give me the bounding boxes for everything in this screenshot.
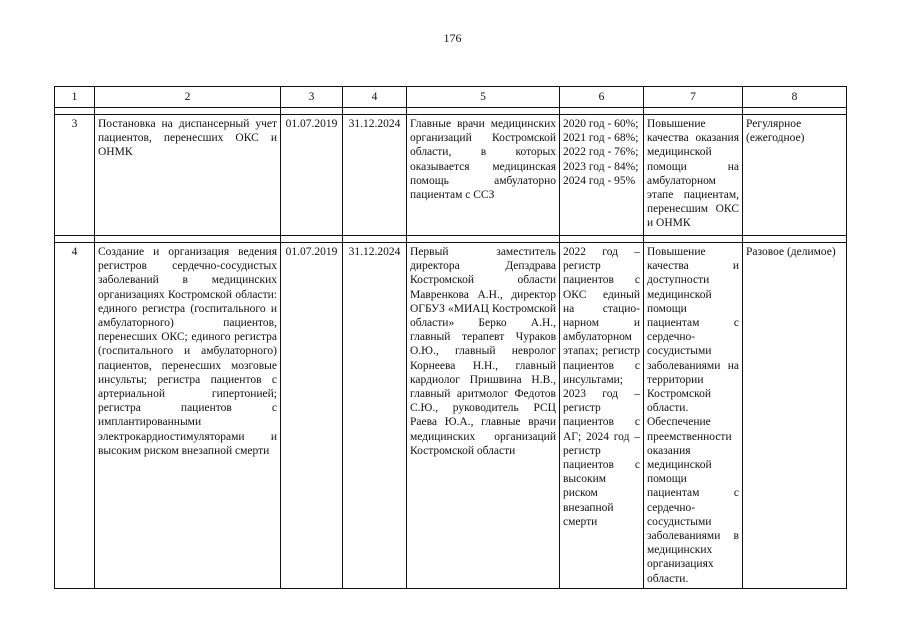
result-cell: Повышение качества и доступности медицинской помощи пациентам с сердечно-сосудистыми заболеваниями на территории Костромской области. Обеспечение преемственности оказания медицинской помощи пациентам с сердечно-сосудистыми заболеваниями в медицинских организациях области.: [644, 243, 743, 589]
table-header-row: [55, 87, 847, 108]
frequency-cell: Разовое (делимое): [743, 243, 847, 589]
result-cell: Повышение качества оказания медицинской помощи на амбулаторном этапе пациентам, перенесшим ОКС и ОНМК: [644, 115, 743, 236]
column-header: 6: [560, 87, 644, 108]
measure-cell: Создание и организация ведения регистров сердечно-сосудистых заболеваний в медицинских организациях Костромской области: единого регистра (госпитального и амбулаторного) пациентов, перенесших ОКС; единого регистра (госпитального и амбулаторного) пациентов, перенесших мозговые инсульты; регистра пациентов с артериальной гипертонией; регистра пациентов с имплантированными электрокардиостимуляторами и высоким риском внезапной смерти: [95, 243, 281, 589]
column-header: 2: [95, 87, 281, 108]
spacer-row: [55, 236, 847, 243]
spacer-row: [55, 108, 847, 115]
indicator-cell: 2022 год – регистр пациентов с ОКС единый на стацио-нарном и амбулаторном этапах; регистр пациентов с инсультами; 2023 год – регистр пациентов с АГ; 2024 год – регистр пациентов с высоким риском внезапной смерти: [560, 243, 644, 589]
responsible-cell: Первый заместитель директора Депздрава Костромской области Мавренкова А.Н., директор ОГБУЗ «МИАЦ Костромской области» Берко А.Н., главный терапевт Чураков О.Ю., главный невролог Корнеева Н.Н., главный кардиолог Пришвина Н.В., главный аритмолог Федотов С.Ю., руководитель РСЦ Раева Ю.А., главные врачи медицинских организаций Костромской области: [407, 243, 560, 589]
column-header: 5: [407, 87, 560, 108]
table-row: [55, 115, 847, 236]
indicator-cell: 2020 год - 60%; 2021 год - 68%; 2022 год - 76%; 2023 год - 84%; 2024 год - 95%: [560, 115, 644, 236]
column-header: 1: [55, 87, 95, 108]
table-row: [55, 243, 847, 589]
row-number: 4: [55, 243, 95, 589]
row-number: 3: [55, 115, 95, 236]
start-date-cell: 01.07.2019: [281, 115, 343, 236]
column-header: 7: [644, 87, 743, 108]
measures-table: [54, 86, 847, 589]
responsible-cell: Главные врачи медицинских организаций Костромской области, в которых оказывается медицинская помощь амбулаторно пациентам с ССЗ: [407, 115, 560, 236]
start-date-cell: 01.07.2019: [281, 243, 343, 589]
column-header: 3: [281, 87, 343, 108]
page-number: 176: [443, 31, 462, 45]
end-date-cell: 31.12.2024: [343, 243, 407, 589]
column-header: 4: [343, 87, 407, 108]
measure-cell: Постановка на диспансерный учет пациентов, перенесших ОКС и ОНМК: [95, 115, 281, 236]
column-header: 8: [743, 87, 847, 108]
end-date-cell: 31.12.2024: [343, 115, 407, 236]
frequency-cell: Регулярное (ежегодное): [743, 115, 847, 236]
